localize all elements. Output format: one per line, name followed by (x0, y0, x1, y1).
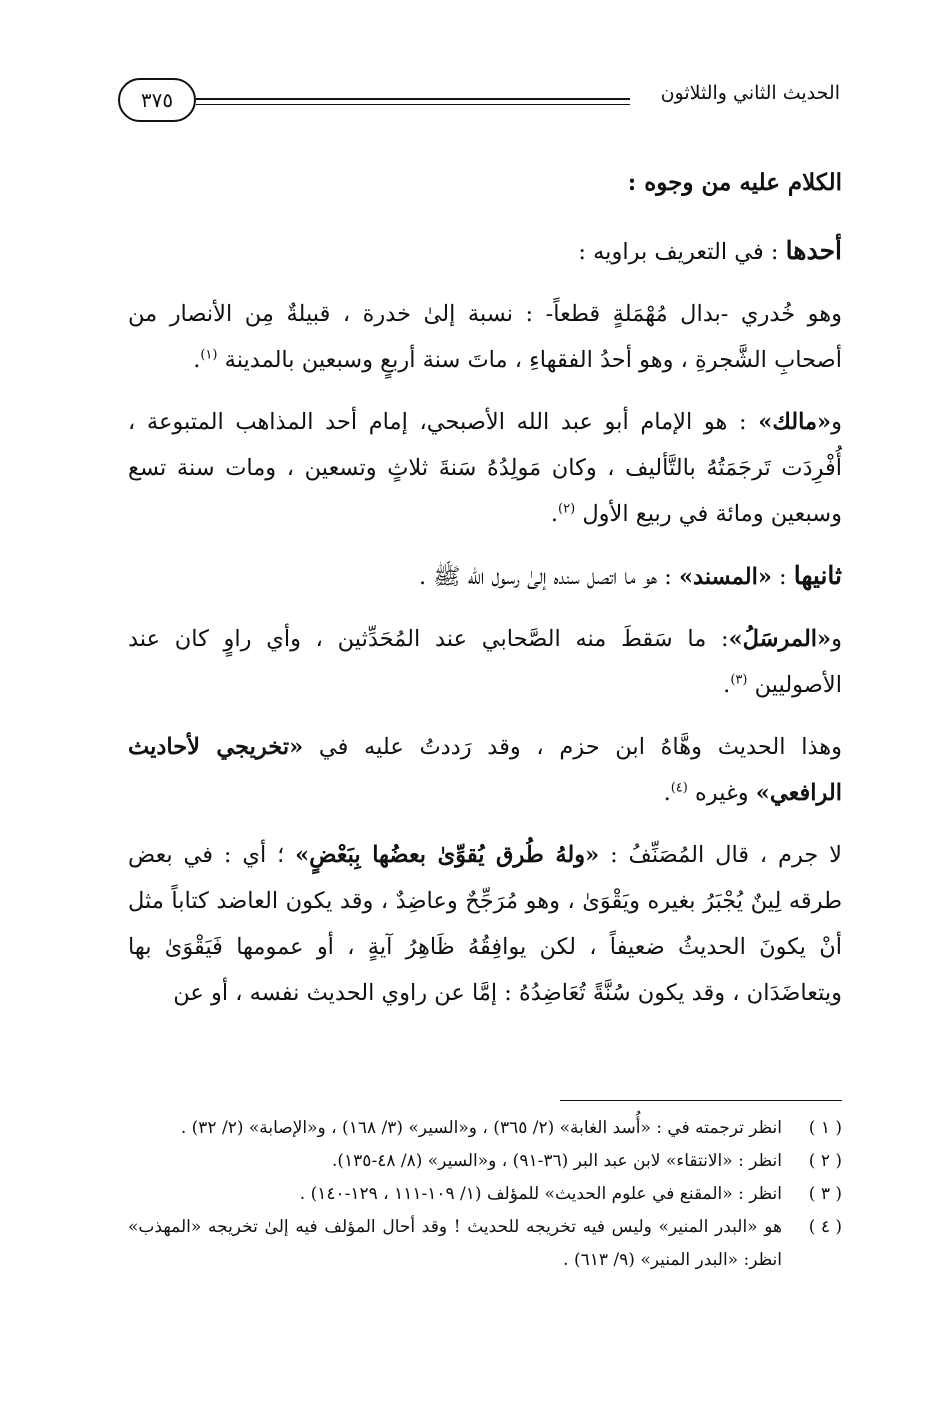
paragraph-6: وهذا الحديث وهَّاهُ ابن حزم ، وقد رَددتُ عليه في «تخريجي لأحاديث الرافعي» وغيره $^{(٤)}$. (128, 734, 842, 806)
footnote-text: هو «البدر المنير» وليس فيه تخريجه للحديث ! وقد أحال المؤلف فيه إلىٰ تخريجه «المهذب» انظر: «البدر المنير» (٩/ ٦١٣) . (128, 1217, 782, 1270)
footnote-ref-3[interactable]: (٣) (730, 672, 748, 688)
paragraph-1-text: : في التعريف براويه : (578, 239, 786, 265)
paragraph-5-prefix: و (831, 626, 842, 652)
book-title-takhrij: «تخريجي لأحاديث الرافعي» (128, 734, 842, 806)
paragraph-5-text: : ما سَقطَ منه الصَّحابي عند المُحَدِّثين ، وأي راوٍ كان عند الأصوليين (128, 626, 842, 698)
paragraph-4-prefix: : (771, 564, 794, 590)
page-header (118, 78, 840, 126)
footnote-number: ( ١ ) (808, 1118, 842, 1138)
term-musnad: «المسند» (678, 564, 772, 590)
paragraph-3-prefix: و (831, 409, 842, 435)
paragraph-6-text-end: وغيره (695, 780, 756, 806)
term-malik: «مالك» (758, 409, 832, 435)
paragraph-5: و«المرسَلُ»: ما سَقطَ منه الصَّحابي عند المُحَدِّثين ، وأي راوٍ كان عند الأصوليين $^{(٣)}$. (128, 626, 842, 698)
paragraph-7-text-end: ؛ أي : في بعض طرقه لِينٌ يُجْبَرُ بغيره ويَقْوَىٰ ، وهو مُرَجِّحٌ وعاضِدٌ ، وقد يكون العاضد كتاباً مثل أنْ يكونَ الحديثُ ضعيفاً ، لكن يوافِقُهُ ظَاهِرُ آيةٍ ، أو عمومها فَيَقْوَىٰ بها ويتعاضَدَان ، وقد يكون سُنَّةً تُعَاضِدُهُ : إمَّا عن راوي الحديث نفسه ، أو عن (128, 842, 842, 1006)
footnote-text: انظر : «المقنع في علوم الحديث» للمؤلف (١/ ١٠٩-١١١ ، ١٢٩-١٤٠) . (299, 1184, 782, 1204)
footnote-4 (128, 1211, 842, 1277)
paragraph-7-text: لا جرم ، قال المُصَنِّفُ : (599, 842, 843, 868)
header-rule-thin (196, 104, 630, 105)
footnote-ref-2[interactable]: (٢) (558, 501, 576, 517)
paragraph-2-text: وهو خُدري -بدال مُهْمَلةٍ قطعاً- : نسبة إلىٰ خدرة ، قبيلةٌ مِن الأنصار من أصحابِ الشَّجرةِ ، وهو أحدُ الفقهاءِ ، ماتَ سنة أربعٍ وسبعين بالمدينة (128, 301, 842, 373)
footnote-number: ( ٤ ) (808, 1217, 842, 1237)
lead-word-first: أحدها (785, 236, 842, 265)
page-number: ٣٧٥ (118, 78, 196, 122)
paragraph-2: وهو خُدري -بدال مُهْمَلةٍ قطعاً- : نسبة إلىٰ خدرة ، قبيلةٌ مِن الأنصار من أصحابِ الشَّجرةِ ، وهو أحدُ الفقهاءِ ، ماتَ سنة أربعٍ وسبعين بالمدينة $^{(١)}$. (128, 301, 842, 373)
chapter-title: الحديث الثاني والثلاثون (660, 82, 840, 104)
paragraph-4 (128, 553, 842, 600)
lead-word-second: ثانيها (793, 561, 842, 590)
paragraph-6-text: وهذا الحديث وهَّاهُ ابن حزم ، وقد رَددتُ عليه في (303, 734, 842, 760)
paragraph-7 (128, 832, 842, 1016)
footnote-2 (128, 1145, 842, 1178)
footnote-number: ( ٣ ) (808, 1184, 842, 1204)
footnote-text: انظر ترجمته في : «أُسد الغابة» (٢/ ٣٦٥) ، و«السير» (٣/ ١٦٨) ، و«الإصابة» (٢/ ٣٢) . (180, 1118, 782, 1138)
term-mursal: «المرسَلُ» (728, 626, 832, 652)
section-heading: الكلام عليه من وجوه : (627, 169, 842, 196)
footnote-number: ( ٢ ) (808, 1151, 842, 1171)
quoted-phrase: «ولهُ طُرق يُقوِّىٰ بعضُها بِبَعْضٍ» (295, 842, 600, 868)
header-rule (196, 98, 630, 100)
footnote-divider (560, 1100, 842, 1101)
footnote-text: انظر : «الانتقاء» لابن عبد البر (٣٦-٩١) ، و«السير» (٨/ ٤٨-١٣٥). (332, 1151, 782, 1171)
footnote-ref-1[interactable]: (١) (200, 347, 218, 363)
paragraph-1 (128, 228, 842, 275)
footnote-ref-4[interactable]: (٤) (670, 780, 688, 796)
main-text (128, 160, 842, 1032)
paragraph-3: و«مالك» : هو الإمام أبو عبد الله الأصبحي، إمام أحد المذاهب المتبوعة ، أُفْرِدَت تَرجَمَتُهُ بالتَّأليف ، وكان مَولِدُهُ سَنةَ ثلاثٍ وتسعين ، ومات سنة تسع وسبعين ومائة في ربيع الأول $^{(٢)}$. (128, 409, 842, 527)
footnote-1 (128, 1112, 842, 1145)
paragraph-4-text: : هو ما اتصل سنده إلىٰ رسول الله ﷺ . (418, 564, 679, 590)
footnote-3 (128, 1178, 842, 1211)
footnotes (128, 1112, 842, 1277)
paragraph-3-text: : هو الإمام أبو عبد الله الأصبحي، إمام أحد المذاهب المتبوعة ، أُفْرِدَت تَرجَمَتُهُ بالتَّأليف ، وكان مَولِدُهُ سَنةَ ثلاثٍ وتسعين ، ومات سنة تسع وسبعين ومائة في ربيع الأول (128, 409, 842, 527)
